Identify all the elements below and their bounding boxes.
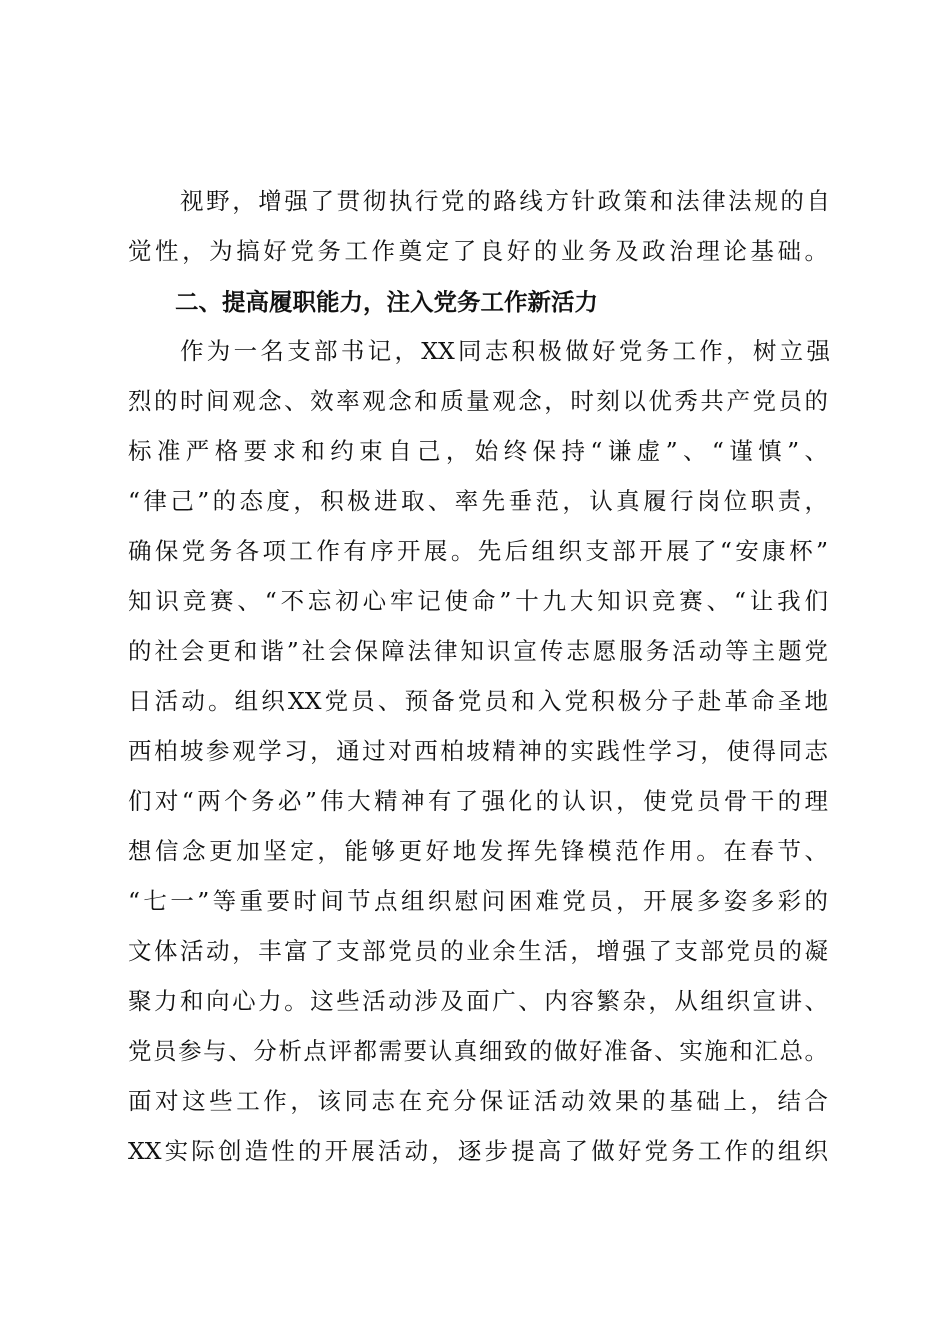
body-line-3: 标准严格要求和约束自己，始终保持“谦虚”、“谨慎”、 (128, 437, 828, 465)
body-line-10: 们对“两个务必”伟大精神有了强化的认识，使党员骨干的理 (128, 787, 828, 815)
body-line-7: 的社会更和谐”社会保障法律知识宣传志愿服务活动等主题党 (128, 637, 828, 665)
intro-line-1: 视野，增强了贯彻执行党的路线方针政策和法律法规的自 (180, 187, 830, 215)
body-line-1: 作为一名支部书记，XX同志积极做好党务工作，树立强 (180, 337, 830, 365)
body-line-2: 烈的时间观念、效率观念和质量观念，时刻以优秀共产党员的 (128, 387, 828, 415)
intro-line-2: 觉性，为搞好党务工作奠定了良好的业务及政治理论基础。 (128, 237, 828, 265)
body-line-17: XX实际创造性的开展活动，逐步提高了做好党务工作的组织 (128, 1137, 828, 1165)
body-line-6: 知识竞赛、“不忘初心牢记使命”十九大知识竞赛、“让我们 (128, 587, 828, 615)
body-line-5: 确保党务各项工作有序开展。先后组织支部开展了“安康杯” (128, 537, 828, 565)
body-line-9: 西柏坡参观学习，通过对西柏坡精神的实践性学习，使得同志 (128, 737, 828, 765)
body-line-12: “七一”等重要时间节点组织慰问困难党员，开展多姿多彩的 (128, 887, 828, 915)
body-line-14: 聚力和向心力。这些活动涉及面广、内容繁杂，从组织宣讲、 (128, 987, 828, 1015)
body-line-15: 党员参与、分析点评都需要认真细致的做好准备、实施和汇总。 (128, 1037, 828, 1065)
body-line-16: 面对这些工作，该同志在充分保证活动效果的基础上，结合 (128, 1087, 828, 1115)
body-line-4: “律己”的态度，积极进取、率先垂范，认真履行岗位职责， (128, 487, 828, 515)
body-line-11: 想信念更加坚定，能够更好地发挥先锋模范作用。在春节、 (128, 837, 828, 865)
section-heading: 二、提高履职能力，注入党务工作新活力 (175, 288, 598, 316)
body-line-8: 日活动。组织XX党员、预备党员和入党积极分子赴革命圣地 (128, 687, 828, 715)
body-line-13: 文体活动，丰富了支部党员的业余生活，增强了支部党员的凝 (128, 937, 828, 965)
